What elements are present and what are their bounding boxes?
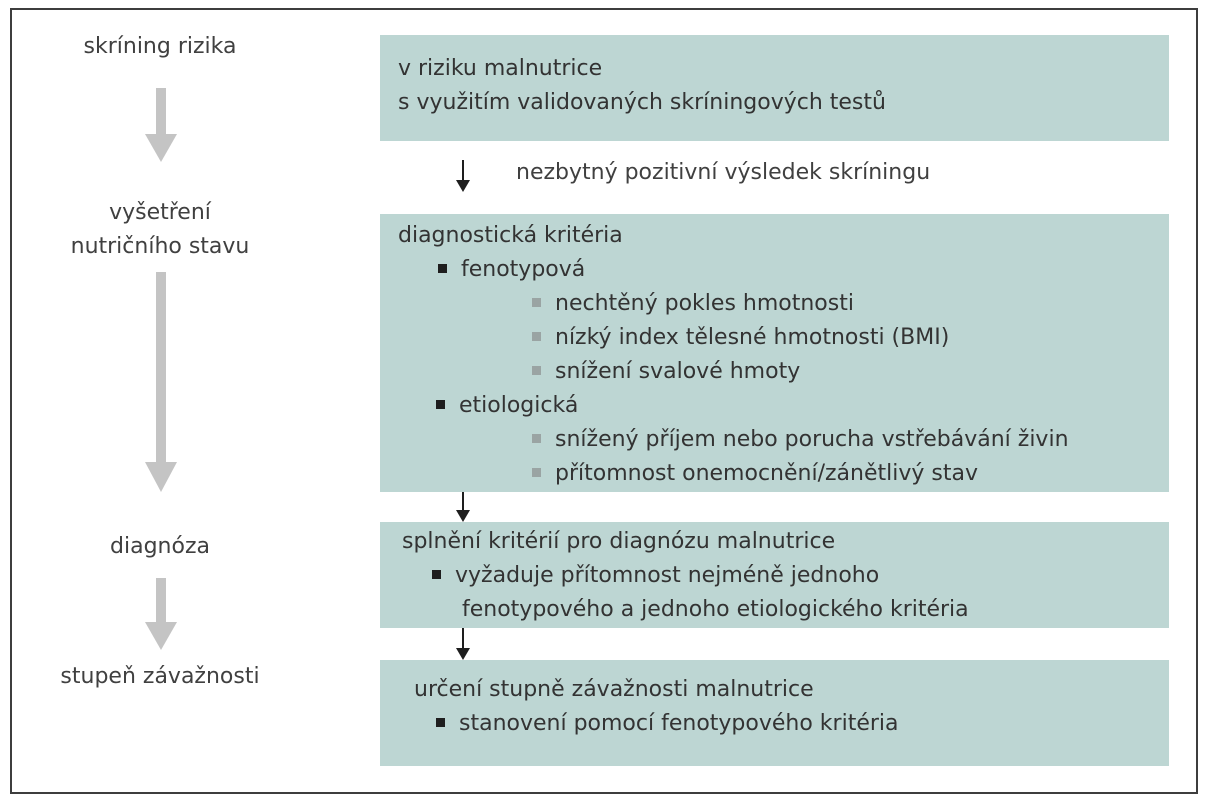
screening-box-line1: v riziku malnutrice: [398, 56, 603, 81]
severity-title: určení stupně závažnosti malnutrice: [414, 677, 814, 702]
bullet-square-icon: [432, 570, 441, 579]
diagnosis-box: [380, 522, 1169, 628]
bullet-square-icon: [438, 264, 447, 273]
diagnosis-bullet: [432, 560, 879, 592]
phenotypic-sub-item-label: snížení svalové hmoty: [555, 359, 801, 384]
severity-bullet: [436, 708, 899, 740]
screening-box-line2: s využitím validovaných skríningových testů: [398, 90, 886, 115]
phenotypic-sub-item-label: nízký index tělesné hmotnosti (BMI): [555, 325, 950, 350]
bullet-square-icon: [436, 718, 445, 727]
diagnosis-title: splnění kritérií pro diagnózu malnutrice: [402, 529, 836, 554]
severity-box: [380, 660, 1169, 766]
connector-arrow-2: [456, 492, 470, 522]
step-screening: skríning rizika: [83, 34, 237, 59]
etiologic-label: etiologická: [459, 393, 579, 418]
step-arrow-1: [145, 88, 177, 162]
connector-note: nezbytný pozitivní výsledek skríningu: [516, 160, 931, 185]
criteria-title: diagnostická kritéria: [398, 223, 623, 248]
criteria-box: [380, 214, 1169, 492]
connector-arrow-3: [456, 628, 470, 660]
phenotypic-item: [438, 254, 585, 286]
etiologic-sub-item-label: přítomnost onemocnění/zánětlivý stav: [555, 461, 978, 486]
sub-bullet-square-icon: [532, 298, 541, 307]
phenotypic-sub-item-label: nechtěný pokles hmotnosti: [555, 291, 854, 316]
severity-bullet-label: stanovení pomocí fenotypového kritéria: [459, 711, 899, 736]
step-arrow-2: [145, 272, 177, 492]
diagnosis-bullet-line1: vyžaduje přítomnost nejméně jednoho: [455, 563, 880, 588]
step-assessment-line1: vyšetření: [109, 200, 211, 225]
sub-bullet-square-icon: [532, 332, 541, 341]
bullet-square-icon: [436, 400, 445, 409]
sub-bullet-square-icon: [532, 434, 541, 443]
etiologic-sub-item: [532, 458, 978, 490]
step-severity: stupeň závažnosti: [60, 664, 260, 689]
screening-box: [380, 35, 1169, 141]
phenotypic-sub-item: [532, 288, 854, 320]
sub-bullet-square-icon: [532, 468, 541, 477]
sub-bullet-square-icon: [532, 366, 541, 375]
phenotypic-label: fenotypová: [461, 257, 586, 282]
diagnosis-bullet-line2: fenotypového a jednoho etiologického kritéria: [462, 597, 969, 622]
connector-arrow-1: [456, 160, 470, 192]
phenotypic-sub-item: [532, 322, 949, 354]
etiologic-item: [436, 390, 578, 422]
etiologic-sub-item: [532, 424, 1069, 456]
step-diagnosis: diagnóza: [110, 534, 210, 559]
phenotypic-sub-item: [532, 356, 800, 388]
step-arrow-3: [145, 578, 177, 652]
etiologic-sub-item-label: snížený příjem nebo porucha vstřebávání živin: [555, 427, 1069, 452]
step-assessment-line2: nutričního stavu: [70, 234, 250, 259]
